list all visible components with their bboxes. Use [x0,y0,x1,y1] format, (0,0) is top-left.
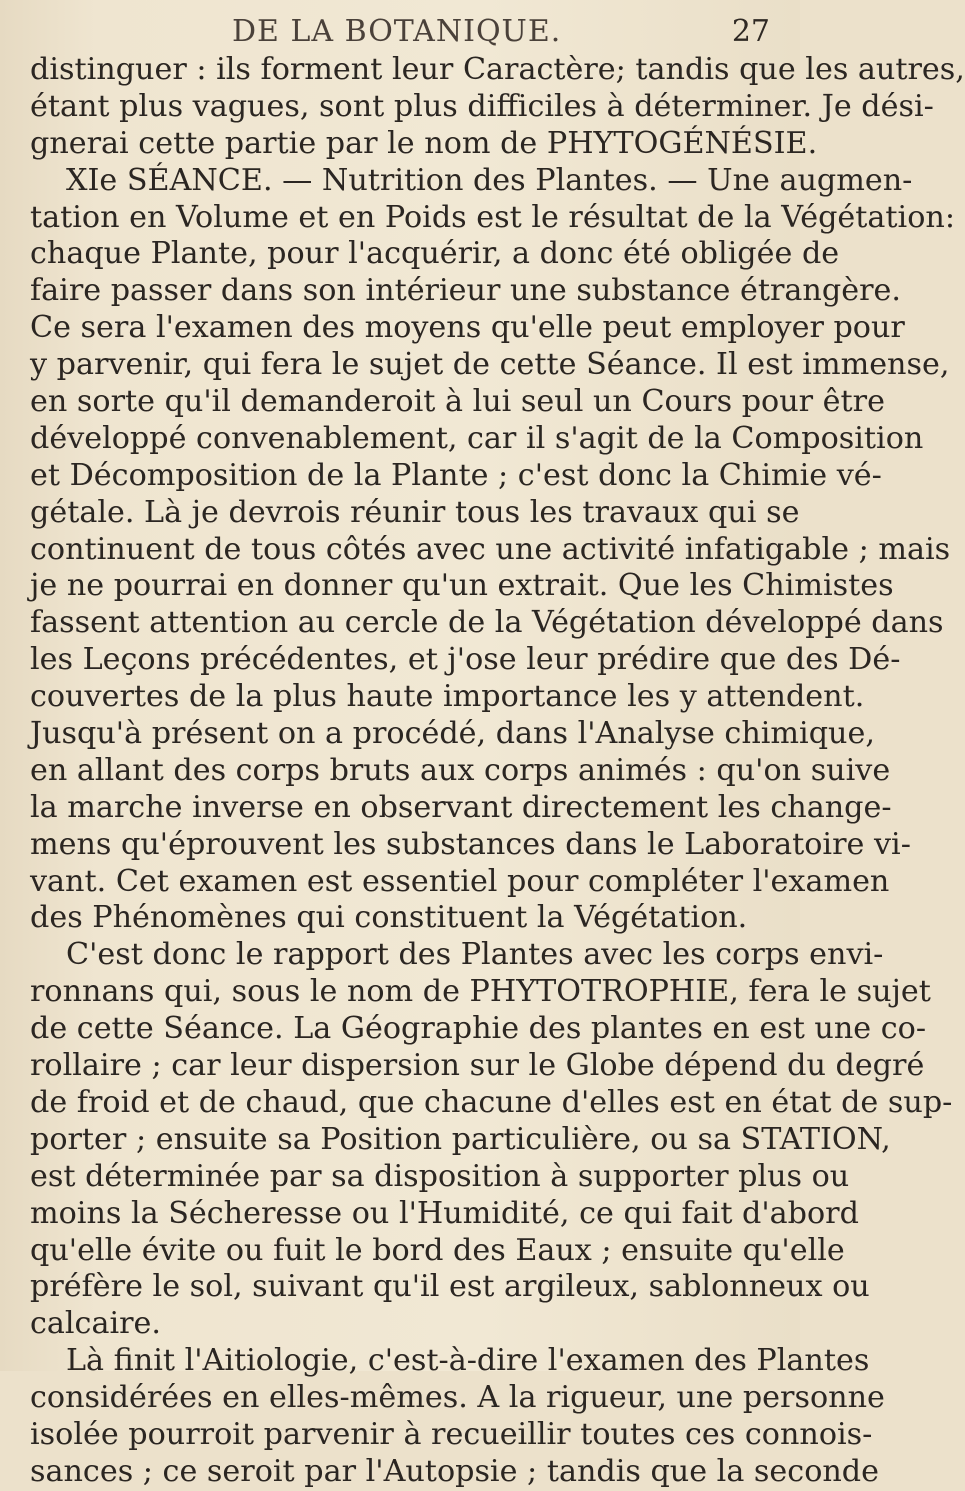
text-line: distinguer : ils forment leur Caractère; tandis que les autres, [30,52,965,87]
text-line: sances ; ce seroit par l'Autopsie ; tandis que la seconde [30,1453,879,1489]
text-line: est déterminée par sa disposition à supporter plus ou [30,1158,850,1194]
text-line: des Phénomènes qui constituent la Végétation. [30,900,748,936]
text-line: ronnans qui, sous le nom de PHYTOTROPHIE, fera le sujet [30,974,931,1010]
page-header [0,10,800,54]
text-line: je ne pourrai en donner qu'un extrait. Que les Chimistes [30,568,894,604]
text-line: mens qu'éprouvent les substances dans le Laboratoire vi- [30,826,911,862]
text-line: continuent de tous côtés avec une activité infatigable ; mais [30,531,951,567]
text-line: développé convenablement, car il s'agit de la Composition [30,420,924,456]
text-line: rollaire ; car leur dispersion sur le Globe dépend du degré [30,1048,925,1084]
text-line: Jusqu'à présent on a procédé, dans l'Analyse chimique, [30,716,875,752]
text-line: tation en Volume et en Poids est le résultat de la Végétation: [30,199,955,235]
text-line: calcaire. [30,1306,162,1342]
text-line: vant. Cet examen est essentiel pour compléter l'examen [30,863,890,899]
text-line: de froid et de chaud, que chacune d'elles est en état de sup- [30,1084,953,1120]
text-line: isolée pourroit parvenir à recueillir toutes ces connois- [30,1416,873,1452]
text-line: C'est donc le rapport des Plantes avec les corps envi- [66,937,884,973]
text-line: fassent attention au cercle de la Végétation développé dans [30,605,944,641]
text-line: gétale. Là je devrois réunir tous les travaux qui se [30,494,800,530]
text-line: porter ; ensuite sa Position particulière, ou sa STATION, [30,1121,891,1157]
text-line: XIe SÉANCE. — Nutrition des Plantes. — Une augmen- [66,162,913,198]
text-line: et Décomposition de la Plante ; c'est donc la Chimie vé- [30,457,882,493]
text-line: Là finit l'Aitiologie, c'est-à-dire l'examen des Plantes [66,1343,870,1379]
text-line: la marche inverse en observant directement les change- [30,789,892,825]
text-line: en sorte qu'il demanderoit à lui seul un Cours pour être [30,384,885,420]
running-head: DE LA BOTANIQUE. [232,14,562,49]
text-line: les Leçons précédentes, et j'ose leur prédire que des Dé- [30,642,901,678]
text-line: en allant des corps bruts aux corps animés : qu'on suive [30,752,891,788]
text-line: de cette Séance. La Géographie des plantes en est une co- [30,1011,927,1047]
text-line: étant plus vagues, sont plus difficiles à déterminer. Je dési- [30,88,934,124]
text-line: qu'elle évite ou fuit le bord des Eaux ; ensuite qu'elle [30,1232,845,1268]
text-line: gnerai cette partie par le nom de PHYTOGÉNÉSIE. [30,125,818,161]
text-line: considérées en elles-mêmes. A la rigueur, une personne [30,1380,885,1416]
text-line: Ce sera l'examen des moyens qu'elle peut employer pour [30,310,905,346]
text-line: chaque Plante, pour l'acquérir, a donc été obligée de [30,236,840,272]
page-number: 27 [731,14,770,49]
text-line: moins la Sécheresse ou l'Humidité, ce qui fait d'abord [30,1195,859,1231]
text-line: préfère le sol, suivant qu'il est argileux, sablonneux ou [30,1269,870,1305]
text-line: y parvenir, qui fera le sujet de cette Séance. Il est immense, [30,347,950,383]
body-text [30,52,965,1491]
text-line: couvertes de la plus haute importance les y attendent. [30,679,865,715]
text-line: faire passer dans son intérieur une substance étrangère. [30,273,901,309]
